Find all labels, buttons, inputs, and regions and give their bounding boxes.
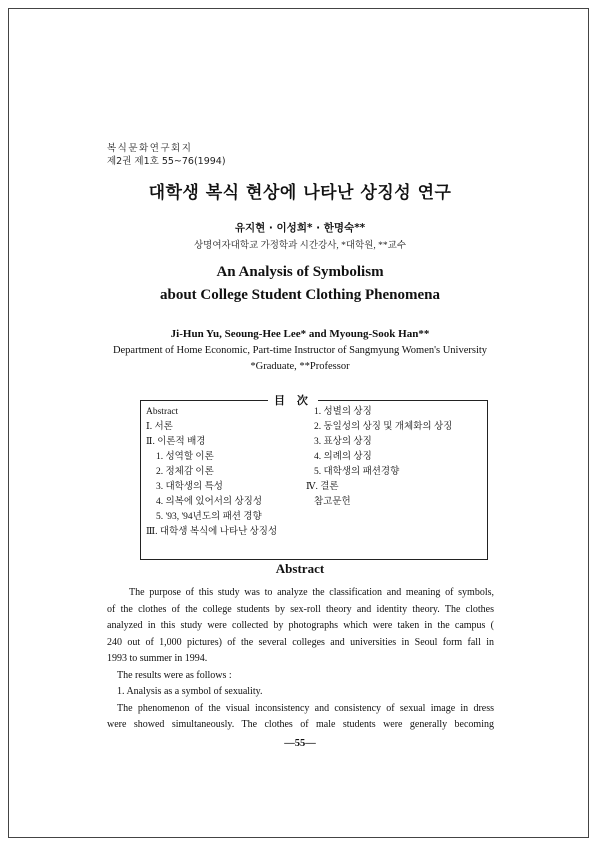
toc-item: 1. 성역할 이론 <box>156 452 214 462</box>
abstract-line: were showed simultaneously. The clothes of male students were generally becoming <box>107 719 494 730</box>
toc-item: 1. 성별의 상징 <box>314 407 372 417</box>
toc-item: Ⅱ. 이론적 배경 <box>146 437 206 447</box>
korean-title: 대학생 복식 현상에 나타난 상징성 연구 <box>148 183 452 203</box>
abstract-line: The purpose of this study was to analyze the classification and meaning of symbols, <box>129 587 494 598</box>
toc-item: 4. 의복에 있어서의 상징성 <box>156 497 263 507</box>
page-number: —55— <box>284 738 316 749</box>
abstract-line: 240 out of 1,000 pictures) of the several colleges and universities in Seoul form fall in <box>107 636 494 648</box>
korean-authors: 유지현 · 이성희* · 한명숙** <box>234 222 366 234</box>
toc-item: 5. '93, '94년도의 패션 경향 <box>156 512 262 522</box>
toc-item: Ⅰ. 서론 <box>146 422 173 432</box>
toc-item: 2. 정체감 이론 <box>156 467 214 477</box>
abstract-heading: Abstract <box>275 561 325 576</box>
journal-name: 복식문화연구회지 <box>107 143 193 154</box>
journal-info <box>107 142 226 168</box>
abstract-line: The phenomenon of the visual inconsistency and consistency of sexual image in dress <box>117 702 494 714</box>
toc-item: 3. 대학생의 특성 <box>156 482 223 492</box>
journal-volume: 제2권 제1호 55~76(1994) <box>107 156 226 167</box>
english-affiliation-line1: Department of Home Economic, Part-time Instructor of Sangmyung Women's University <box>112 345 488 356</box>
abstract-line: analyzed in this study were collected by photographs which were taken in the campus ( <box>107 620 494 631</box>
abstract-line: 1993 to summer in 1994. <box>107 653 208 664</box>
toc-left-column <box>146 405 277 540</box>
korean-affiliation: 상명여자대학교 가정학과 시간강사, *대학원, **교수 <box>193 241 407 251</box>
english-authors: Ji-Hun Yu, Seoung-Hee Lee* and Myoung-Sook Han** <box>170 328 430 340</box>
abstract-line: of the clothes of the college students by sex-roll theory and identity theory. The clothes <box>107 603 494 615</box>
toc-item: 4. 의례의 상징 <box>314 452 372 462</box>
toc-item: 참고문헌 <box>314 497 351 507</box>
toc-item: 5. 대학생의 패션경향 <box>314 467 400 477</box>
toc-item: 3. 표상의 상징 <box>314 437 372 447</box>
abstract-paragraph-1 <box>107 585 494 734</box>
abstract-finding-heading: 1. Analysis as a symbol of sexuality. <box>117 686 263 697</box>
toc-item: Ⅲ. 대학생 복식에 나타난 상징성 <box>146 527 278 537</box>
toc-item: 2. 동일성의 상징 및 개체화의 상징 <box>314 422 453 432</box>
toc-heading: 目 次 <box>268 392 318 408</box>
english-title-line2: about College Student Clothing Phenomena <box>159 287 441 303</box>
toc-item: Ⅳ. 결론 <box>306 482 339 492</box>
english-affiliation-line2: *Graduate, **Professor <box>250 361 350 372</box>
abstract-results-line: The results were as follows : <box>117 669 232 681</box>
toc-right-column <box>306 405 453 510</box>
toc-item: Abstract <box>146 407 179 417</box>
english-title-line1: An Analysis of Symbolism <box>216 264 384 280</box>
